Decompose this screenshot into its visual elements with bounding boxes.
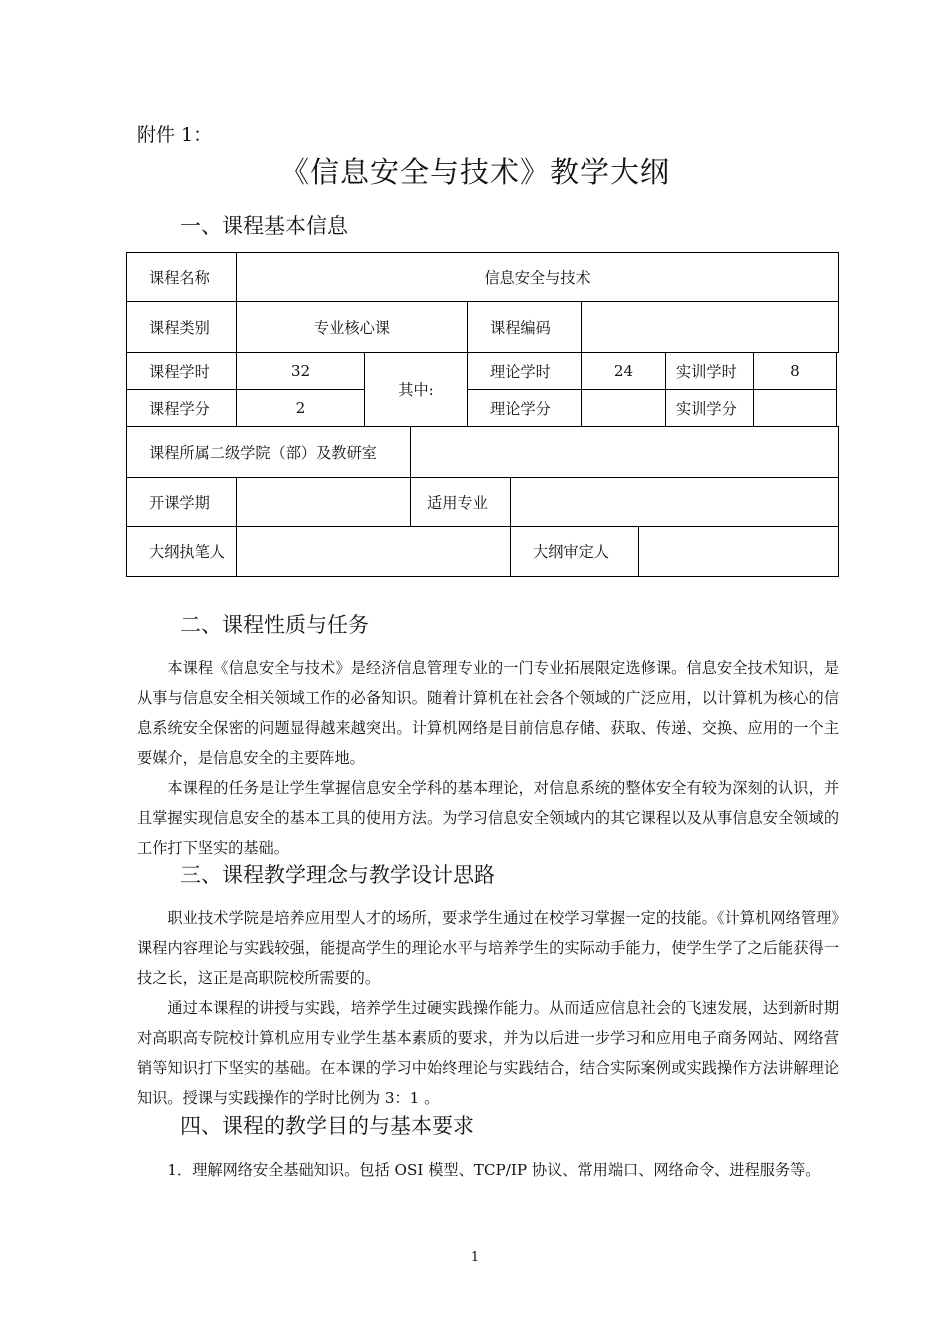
theory-hours-value: 24 — [581, 352, 666, 390]
course-type-label: 课程类别 — [126, 301, 237, 353]
section-heading-nature: 二、课程性质与任务 — [180, 613, 369, 637]
practice-credits-label: 实训学分 — [665, 389, 754, 427]
document-title: 《信息安全与技术》教学大纲 — [279, 155, 670, 189]
credits-value: 2 — [236, 389, 365, 427]
writer-label: 大纲执笔人 — [126, 526, 237, 577]
course-name-value: 信息安全与技术 — [236, 252, 839, 302]
practice-hours-label: 实训学时 — [665, 352, 754, 390]
section-body-nature — [137, 653, 839, 863]
course-type-value: 专业核心课 — [236, 301, 468, 353]
hours-label: 课程学时 — [126, 352, 237, 390]
page-number: 1 — [470, 1250, 480, 1265]
theory-hours-label: 理论学时 — [467, 352, 582, 390]
semester-label: 开课学期 — [126, 477, 237, 527]
paragraph: 本课程的任务是让学生掌握信息安全学科的基本理论，对信息系统的整体安全有较为深刻的认识，并且掌握实现信息安全的基本工具的使用方法。为学习信息安全领域内的其它课程以及从事信息安全领域的工作打下坚实的基础。 — [137, 779, 839, 857]
college-value — [410, 426, 839, 478]
section-heading-philosophy: 三、课程教学理念与教学设计思路 — [180, 863, 495, 887]
section-body-philosophy — [137, 903, 839, 1113]
section-heading-objectives: 四、课程的教学目的与基本要求 — [180, 1114, 474, 1138]
practice-credits-value — [753, 389, 837, 427]
major-label: 适用专业 — [410, 477, 511, 527]
section-heading-basic-info: 一、课程基本信息 — [180, 214, 348, 238]
among-label: 其中: — [364, 352, 468, 427]
theory-credits-label: 理论学分 — [467, 389, 582, 427]
paragraph: 通过本课程的讲授与实践，培养学生过硬实践操作能力。从而适应信息社会的飞速发展，达到新时期对高职高专院校计算机应用专业学生基本素质的要求，并为以后进一步学习和应用电子商务网站、网络营销等知识打下坚实的基础。在本课的学习中始终理论与实践结合，结合实际案例或实践操作方法讲解理论知识。授课与实践操作的学时比例为 3：1 。 — [137, 999, 839, 1107]
college-label: 课程所属二级学院（部）及教研室 — [126, 426, 411, 478]
paragraph: 本课程《信息安全与技术》是经济信息管理专业的一门专业拓展限定选修课。信息安全技术知识，是从事与信息安全相关领域工作的必备知识。随着计算机在社会各个领域的广泛应用，以计算机为核心的信息系统安全保密的问题显得越来越突出。计算机网络是目前信息存储、获取、传递、交换、应用的一个主要媒介，是信息安全的主要阵地。 — [137, 659, 839, 767]
reviewer-value — [638, 526, 839, 577]
paragraph: 1．理解网络安全基础知识。包括 OSI 模型、TCP/IP 协议、常用端口、网络命令、进程服务等。 — [167, 1161, 821, 1179]
course-code-value — [581, 301, 839, 353]
course-name-label: 课程名称 — [126, 252, 237, 302]
paragraph: 职业技术学院是培养应用型人才的场所，要求学生通过在校学习掌握一定的技能。《计算机网络管理》课程内容理论与实践较强，能提高学生的理论水平与培养学生的实际动手能力，使学生学了之后能获得一技之长，这正是高职院校所需要的。 — [137, 909, 839, 987]
reviewer-label: 大纲审定人 — [510, 526, 639, 577]
practice-hours-value: 8 — [753, 352, 837, 390]
theory-credits-value — [581, 389, 666, 427]
section-body-objectives — [137, 1155, 839, 1185]
course-code-label: 课程编码 — [467, 301, 582, 353]
attachment-label: 附件 1： — [137, 124, 213, 146]
major-value — [510, 477, 839, 527]
writer-value — [236, 526, 511, 577]
hours-value: 32 — [236, 352, 365, 390]
semester-value — [236, 477, 411, 527]
credits-label: 课程学分 — [126, 389, 237, 427]
